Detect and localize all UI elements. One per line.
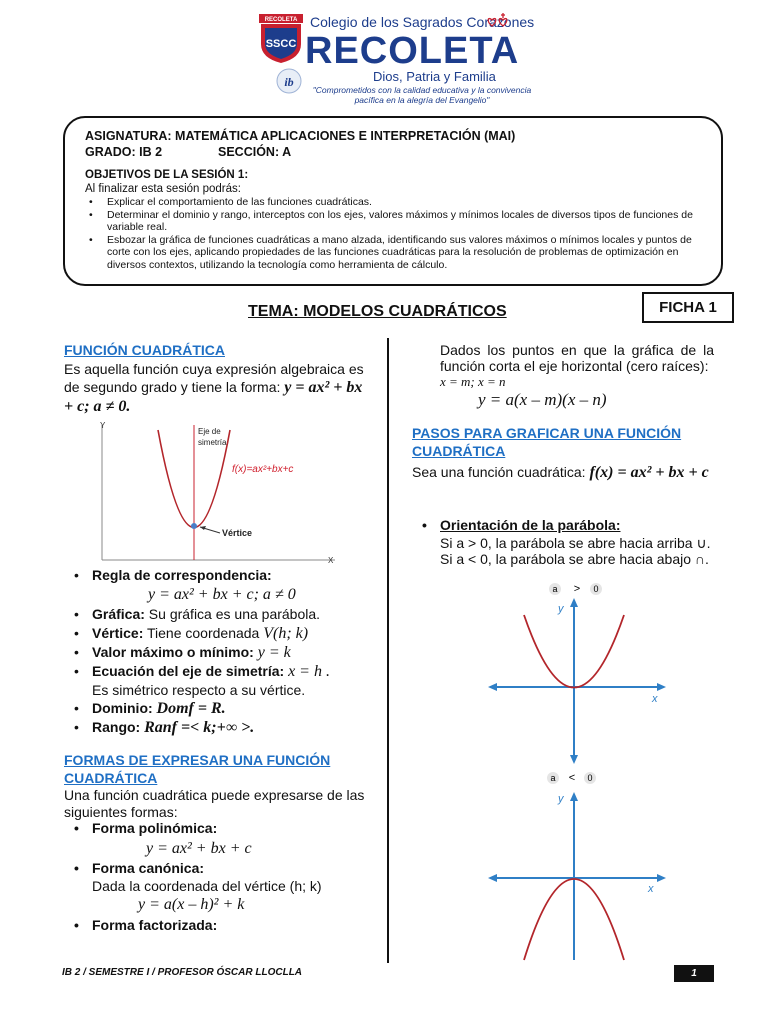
subject-line: ASIGNATURA: MATEMÁTICA APLICACIONES E INTERPRETACIÓN (MAI) <box>85 129 516 143</box>
roots-text: Dados los puntos en que la gráfica de la función corta el eje horizontal (cero raíces): <box>440 342 714 374</box>
quadratic-graph <box>90 420 350 570</box>
form-canonical-label: • Forma canónica: <box>64 859 384 878</box>
up-y-label: y <box>558 603 564 615</box>
objectives-list <box>85 196 699 271</box>
badge-letters: SSCC <box>265 38 297 50</box>
cond-op: < <box>568 772 576 784</box>
symmetry-label-2: simetría <box>198 438 227 447</box>
property-domain: • Dominio: Domf = R. <box>64 699 384 718</box>
school-commitment: "Comprometidos con la calidad educativa y la convivencia pacífica en la alegría del Evangelio" <box>312 85 532 105</box>
ib-mark: ib <box>284 75 294 89</box>
objectives-intro: Al finalizar esta sesión podrás: <box>85 183 241 195</box>
down-y-label: y <box>558 793 564 805</box>
graph-y-label: Y <box>100 421 106 430</box>
cond-zero: 0 <box>587 773 593 783</box>
symmetry-label-1: Eje de <box>198 427 221 436</box>
cond-zero: 0 <box>593 584 599 594</box>
objective-item: • Determinar el dominio y rango, interceptos con los ejes, valores máximos y mínimos locales de diversos tipos de funciones de variable real. <box>85 209 699 234</box>
roots-points: x = m; x = n <box>440 374 506 389</box>
grade-label: GRADO: IB 2 <box>85 145 163 159</box>
rule-formula: y = ax² + bx + c; a ≠ 0 <box>148 586 296 603</box>
column-divider <box>387 338 389 963</box>
graph-x-label: X <box>328 556 334 565</box>
school-badge-logo <box>259 14 303 64</box>
section-title-steps: PASOS PARA GRAFICAR UNA FUNCIÓN CUADRÁTICA <box>412 425 682 459</box>
grade-section-line <box>85 144 699 160</box>
quadratic-definition <box>64 360 369 416</box>
property-axis: • Ecuación del eje de simetría: x = h . <box>64 662 384 681</box>
property-vertex: • Vértice: Tiene coordenada V(h; k) <box>64 624 384 643</box>
school-name: Colegio de los Sagrados Corazones <box>310 14 535 30</box>
form-polynomial-label: • Forma polinómica: <box>64 819 384 838</box>
condition-a-less-zero <box>547 772 596 784</box>
function-label: f(x)=ax²+bx+c <box>232 464 294 475</box>
property-graph: • Gráfica: Su gráfica es una parábola. <box>64 605 384 624</box>
condition-a-greater-zero <box>549 583 602 595</box>
form-canonical-formula: y = a(x – h)² + k <box>138 896 245 913</box>
page-number: 1 <box>674 965 714 982</box>
property-rule: • Regla de correspondencia: <box>64 566 384 585</box>
objectives-title: OBJETIVOS DE LA SESIÓN 1: <box>85 169 249 181</box>
orientation-up-text: Si a > 0, la parábola se abre hacia arriba ∪. <box>440 535 711 551</box>
cond-a: a <box>552 584 558 594</box>
graph-opens-up <box>486 580 676 770</box>
footer-text: IB 2 / SEMESTRE I / PROFESOR ÓSCAR LLOCLLA <box>62 967 303 978</box>
topic-title: TEMA: MODELOS CUADRÁTICOS <box>248 303 507 320</box>
vertex-point <box>191 523 197 529</box>
orientation-down-text: Si a < 0, la parábola se abre hacia abajo ∩. <box>440 551 709 567</box>
form-polynomial-formula: y = ax² + bx + c <box>146 840 252 857</box>
section-title-forms: FORMAS DE EXPRESAR UNA FUNCIÓN CUADRÁTICA <box>64 752 331 786</box>
orientation-label: • Orientación de la parábola: <box>412 516 722 535</box>
objective-item: • Esbozar la gráfica de funciones cuadráticas a mano alzada, identificando sus valores máximos o mínimos locales y puntos de corte con los ejes, aplicando propiedades de las funciones cuadráticas para la resolución de problemas de optimización en diversos contextos, utilizando la tecnología como herramienta de cálculo. <box>85 234 699 272</box>
form-canonical-note: Dada la coordenada del vértice (h; k) <box>92 878 322 894</box>
properties-list <box>64 566 384 737</box>
section-label: SECCIÓN: A <box>218 145 292 159</box>
objective-item: • Explicar el comportamiento de las funciones cuadráticas. <box>85 196 699 209</box>
school-motto: Dios, Patria y Familia <box>373 69 496 84</box>
axis-note: Es simétrico respecto a su vértice. <box>92 682 306 698</box>
cond-a: a <box>550 773 556 783</box>
vertex-label: Vértice <box>222 528 253 538</box>
form-factored-label: • Forma factorizada: <box>64 916 384 935</box>
down-x-label: x <box>648 883 654 895</box>
ib-logo-icon <box>276 68 302 94</box>
up-x-label: x <box>652 693 658 705</box>
badge-text: RECOLETA <box>264 17 298 23</box>
orientation-block <box>412 516 722 567</box>
roots-formula: y = a(x – m)(x – n) <box>478 390 607 409</box>
forms-intro: Una función cuadrática puede expresarse de las siguientes formas: <box>64 787 365 820</box>
ficha-label: FICHA 1 <box>642 292 734 323</box>
sacred-hearts-icon <box>486 12 512 32</box>
property-range: • Rango: Ranf =< k;+∞ >. <box>64 718 384 737</box>
graph-opens-down <box>486 768 676 963</box>
cond-op: > <box>573 583 581 595</box>
definition-formula: y = ax² + bx + c; a ≠ 0. <box>64 379 363 415</box>
definition-text: Es aquella función cuya expresión algebraica es de segundo grado y tiene la forma: <box>64 361 364 395</box>
brand-title: RECOLETA <box>305 30 520 72</box>
section-title-quadratic-function: FUNCIÓN CUADRÁTICA <box>64 342 225 358</box>
session-info-box <box>63 116 723 286</box>
property-maxmin: • Valor máximo o mínimo: y = k <box>64 643 384 662</box>
forms-list <box>64 819 384 935</box>
steps-intro: Sea una función cuadrática: f(x) = ax² + bx + c <box>412 464 709 481</box>
